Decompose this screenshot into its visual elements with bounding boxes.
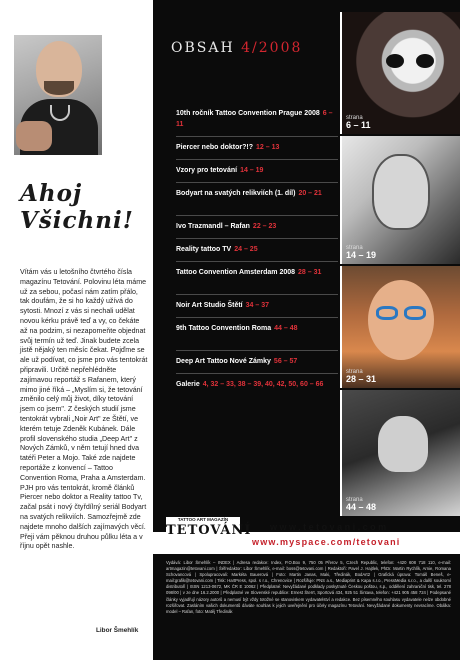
editorial-signature: Libor Šmehlík [96, 627, 139, 634]
toc-separator [176, 182, 338, 183]
toc-item-pages: 34 – 37 [245, 302, 269, 309]
thumbnail-label [346, 245, 376, 260]
thumbnail-label-word: strana [346, 497, 363, 503]
toc-item-pages: 28 – 31 [298, 269, 322, 276]
thumbnail-skull-eye [416, 54, 434, 68]
greeting-line-2: Všichni! [20, 207, 134, 234]
thumbnail-skull-shape [378, 416, 428, 472]
toc-item-bodyart[interactable] [176, 188, 336, 199]
thumbnail-glasses-shape [404, 306, 426, 320]
toc-item-title: Galerie [176, 381, 200, 388]
thumbnail-label-pages: 28 – 31 [346, 374, 377, 384]
toc-item-title: Vzory pro tetování [176, 167, 238, 174]
toc-item-vzory[interactable] [176, 165, 336, 176]
toc-item-piercer[interactable] [176, 142, 336, 153]
toc-item-amsterdam[interactable] [176, 267, 336, 278]
toc-item-prague[interactable] [176, 108, 336, 130]
thumbnail-portrait-drawing[interactable] [340, 136, 460, 264]
magazine-logo[interactable] [166, 517, 252, 543]
toc-item-pages: 4, 32 – 33, 38 – 39, 40, 42, 50, 60 – 66 [202, 381, 324, 388]
toc-item-noir-art[interactable] [176, 300, 336, 311]
contents-issue: 4/2008 [241, 40, 303, 56]
toc-separator [176, 317, 338, 318]
thumbnail-glasses-shape [376, 306, 398, 320]
thumbnail-colour-portrait[interactable] [340, 266, 460, 388]
photo-beard-shape [44, 81, 74, 95]
toc-item-roma[interactable] [176, 323, 336, 334]
thumbnail-label-word: strana [346, 369, 363, 375]
logo-wordmark: TETOVÁNÍ [166, 523, 252, 538]
logo-tagline: TATTOO ART MAGAZÍN [177, 517, 229, 522]
toc-item-title: Ivo Trazmandl – Rafan [176, 223, 250, 230]
toc-item-title: Tattoo Convention Amsterdam 2008 [176, 269, 296, 276]
imprint-text: Vydává: Libor Šmehlík – INDEX | Adresa redakce: Index, P.O.Box 9, 750 05 Přerov 5, Czech Republic, telefon: +420 608 718 110, e-mail: artmagazin@tetovani.com | Šéfredaktor: Libor Šmehlík, e-mail: boss@tetovani.com | Redaktoři: Pavel J. Hajtlek, PhDr. Martin Rychlík, Arnie, Romana Schovancová | Spolupracovali: Markéta Bauerová | Foto: Martin Janas, Maki, Tředinák, BodArt2 | Grafická úprava: Tomáš Beneš, e-mail:grafik@tetovani.com | Tisk: HartPress, spol. s r.o., Chrenovice | Rozšiřuje: PNS a.s., Mediaprint & Kapa s.r.o., PressMedia s.r.o., a další soukromí distributoři | ISSN 1213-0672, MK ČR E 10062 | Předplatné: Nevyžádané podklady poskytnuté Českou poštou, s.p., oddělení zahraniční tisk, tel. 278 098/00 | v ze dne 16.2.2000 | Předplatné ve Slovenské republice: Ernest Šterrt, Sportová 434, 925 51 Šintava, telefon: +421 905 458 724 | Podepsané články vyjadřují názory autorů a nemusí být vždy totožné se stanoviskem vydavatelství a redakce. Bez písemného souhlasu vydavatele nelze obdobné rozšiřovat. Zasláním vašich dokumentů dáváte souhlas k jejich uveřejnění pro účely magazínu Tetování. Nevyžádané dokumenty nevracíme. Obálka: model – Rafan, foto: Matěj Tředinák [166, 560, 451, 614]
thumbnail-skull-eye [386, 54, 404, 68]
website-link[interactable]: www.tetovani.com [270, 522, 389, 532]
thumbnail-skull-tattoo[interactable] [340, 12, 460, 134]
toc-item-pages: 44 – 48 [274, 325, 298, 332]
toc-item-pages: 12 – 13 [256, 144, 280, 151]
toc-item-title: Deep Art Tattoo Nové Zámky [176, 358, 271, 365]
thumbnail-label-pages: 14 – 19 [346, 250, 377, 260]
editor-photo [14, 35, 102, 155]
thumbnail-label [346, 369, 376, 384]
thumbnail-label [346, 115, 371, 130]
greeting-line-1: Ahoj [20, 180, 83, 207]
thumbnail-skull-sculpture[interactable] [340, 390, 460, 516]
toc-item-pages: 14 – 19 [240, 167, 264, 174]
toc-item-title: Bodyart na svatých relikviích (1. díl) [176, 190, 296, 197]
toc-item-pages: 6 – 11 [176, 110, 333, 128]
toc-item-pages: 56 – 57 [273, 358, 298, 365]
toc-item-galerie[interactable] [176, 379, 336, 390]
toc-separator [176, 261, 338, 262]
editorial-greeting [20, 180, 140, 234]
thumbnail-label [346, 497, 376, 512]
toc-item-pages: 20 – 21 [298, 190, 322, 197]
toc-item-reality[interactable] [176, 244, 336, 255]
toc-item-deep-art[interactable] [176, 356, 336, 367]
toc-item-title: Reality tattoo TV [176, 246, 232, 253]
thumbnail-face-shape [372, 154, 430, 230]
photo-arm-shape [16, 121, 52, 151]
toc-item-rafan[interactable] [176, 221, 336, 232]
thumbnail-label-word: strana [346, 115, 363, 121]
thumbnail-label-pages: 44 – 48 [346, 502, 377, 512]
toc-separator [176, 294, 338, 295]
thumbnail-face-shape [368, 280, 434, 360]
toc-separator [176, 215, 338, 216]
toc-item-pages: 22 – 23 [252, 223, 277, 230]
myspace-link[interactable]: www.myspace.com/tetovani [252, 537, 401, 547]
editorial-text: Vítám vás u letošního čtvrtého čísla magazínu Tetování. Polovinu léta máme už za sebou, počasí nám zatím přálo, tak doufám, že si ho každý užívá do sytosti. Mnozí z vás si nechali udělat novou kérku právě teď a vy, co čekáte až na podzim, si nezapomeňte objednat svůj termín už teď. Jinak budete zcela jistě nějaký ten měsíc čekat. Pojďme se ale už podívat, co jsme pro vás tentokrát připravili. Určitě nepřehlédněte zajímavou reportáž s Rafanem, který mimo jiné říká – „Myslím si, že tetování změnilo celý můj život, díky tetování jsem co jsem". Z českých studií jsme tentokrát vybrali „Noir Art" ze Štětí, ve kterém tetuje Zdeněk Kubánek. Dále profil slovenského studia „Deep Art" z Nových Zámků, v něm tetují hned dva tatéři Peter a Mojo. Také zde najdete reportáže z konvencí – Tattoo Convention Roma, Praha a Amsterdam. PJH pro vás tentokrát, kromě článků Piercer nebo doktor a Reality tattoo Tv, začal psát i nový čtyřdílný seriál Bodyart na svatých relikviích. Samozřejmě zde najdete mnoho dalších zajímavých věcí. Přeji vám pěknou druhou půlku léta a v říjnu opět nashle. [20, 268, 148, 551]
contents-title-text: OBSAH [171, 40, 235, 56]
toc-separator [176, 238, 338, 239]
toc-item-pages: 24 – 25 [234, 246, 258, 253]
toc-separator [176, 136, 338, 137]
contents-title [171, 40, 302, 56]
toc-item-title: Noir Art Studio Štětí [176, 302, 243, 309]
toc-separator [176, 159, 338, 160]
thumbnail-label-pages: 6 – 11 [346, 120, 371, 130]
toc-item-title: 10th ročník Tattoo Convention Prague 2008 [176, 110, 320, 117]
toc-item-title: Piercer nebo doktor?!? [176, 144, 254, 151]
toc-separator [176, 350, 338, 351]
toc-item-title: 9th Tattoo Convention Roma [176, 325, 272, 332]
thumbnail-label-word: strana [346, 245, 363, 251]
toc-separator [176, 373, 338, 374]
